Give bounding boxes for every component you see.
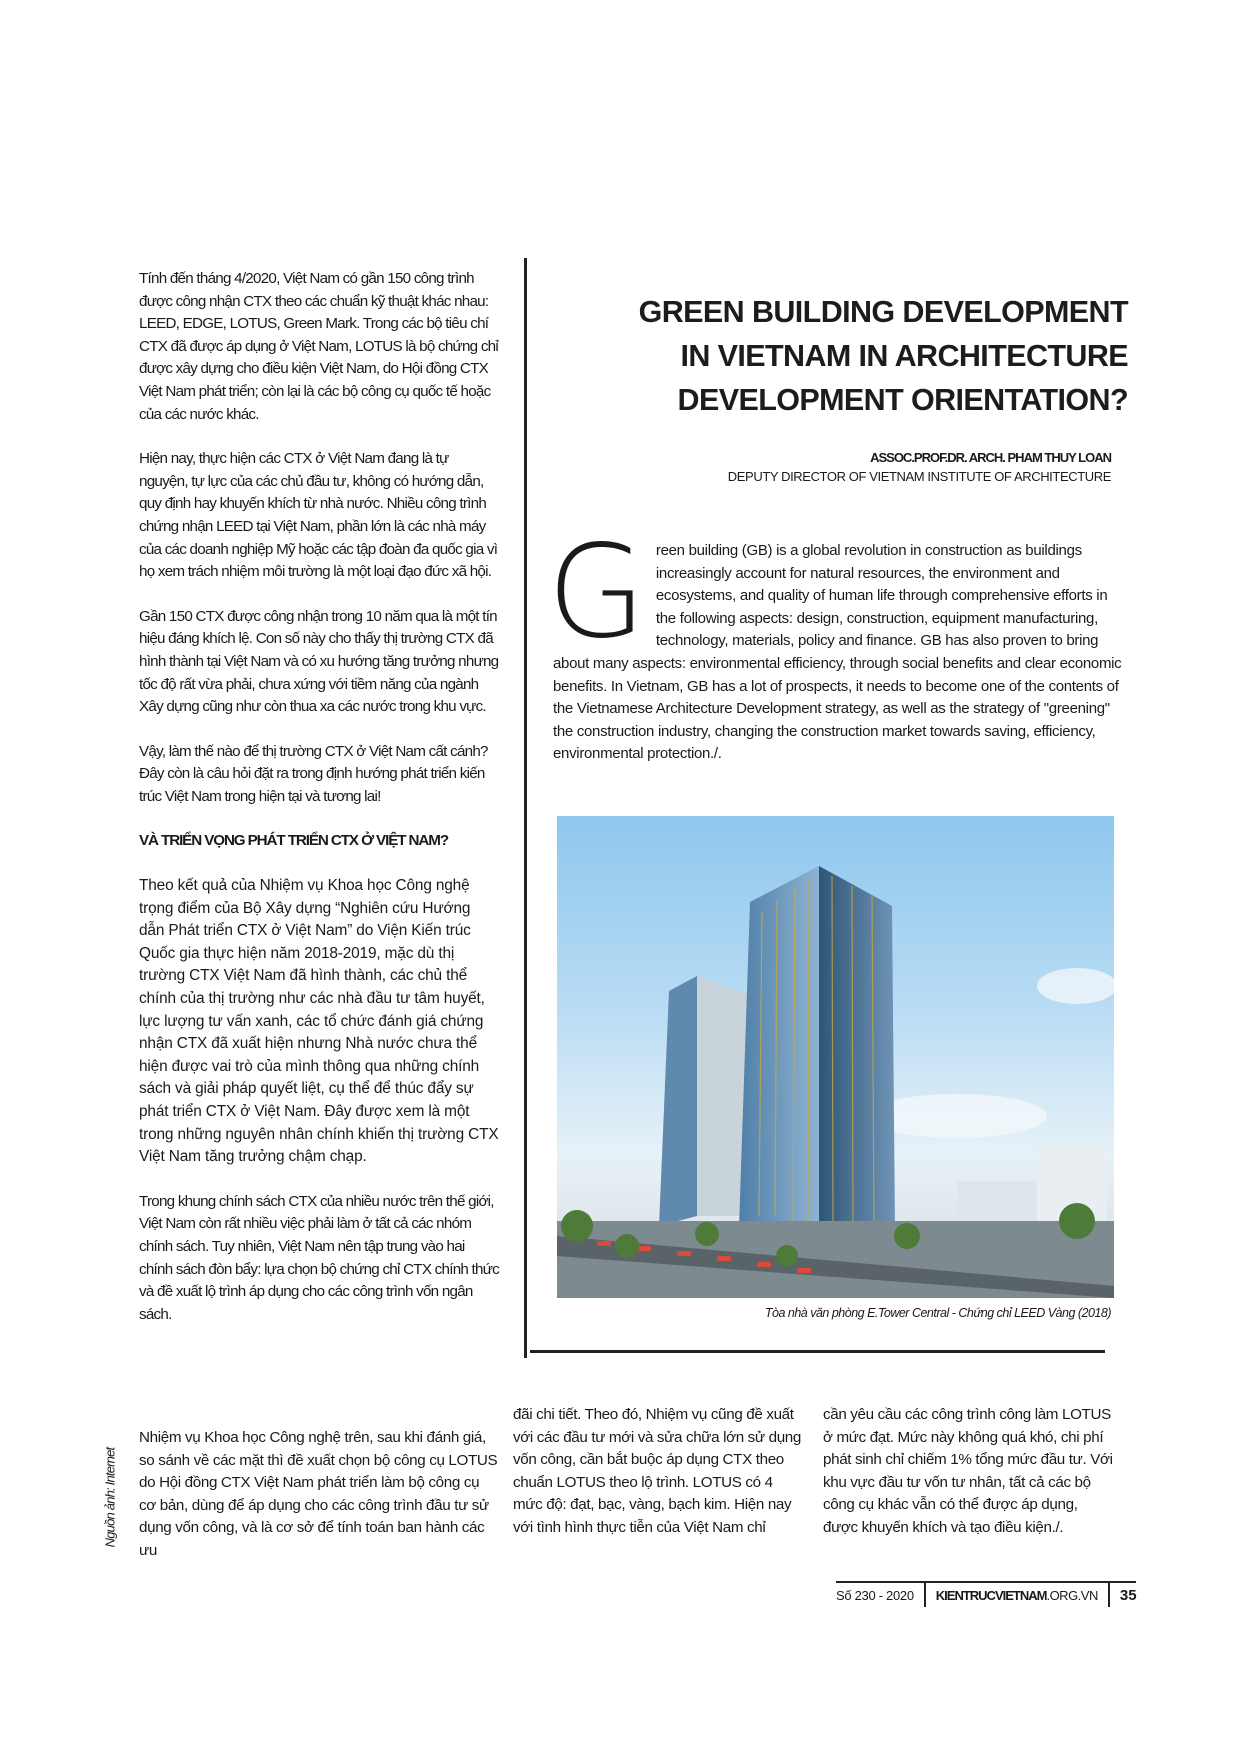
- page-footer: [836, 1583, 1137, 1607]
- website: [924, 1583, 1110, 1607]
- paragraph-question: Vậy, làm thế nào để thị trường CTX ở Việt Nam cất cánh? Đây còn là câu hỏi đặt ra trong định hướng phát triển kiến trúc Việt Nam trong hiện tại và tương lai!: [139, 742, 488, 805]
- article-title: [568, 290, 1128, 422]
- byline: [728, 448, 1111, 486]
- abstract-text: reen building (GB) is a global revolution in construction as buildings increasingly account for natural resources, the environment and ecosystems, and quality of human life through comprehensive efforts in the following aspects: design, construction, equipment manufacturing, technology, materials, policy and finance. GB has also proven to bring about many aspects: environmental efficiency, through social benefits and clear economic benefits. In Vietnam, GB has a lot of prospects, it needs to become one of the contents of the Vietnamese Architecture Development strategy, as well as the strategy of "greening" the construction industry, changing the construction market towards saving, efficiency, environmental protection./.: [553, 542, 1122, 763]
- left-column: [139, 268, 499, 1348]
- image-credit: Nguồn ảnh: Internet: [102, 1447, 118, 1548]
- bottom-column-2: đãi chi tiết. Theo đó, Nhiệm vụ cũng đề xuất với các đầu tư mới và sửa chữa lớn sử dụng vốn công, cần bắt buộc áp dụng CTX theo chuẩn LOTUS theo lộ trình. LOTUS có 4 mức độ: đạt, bạc, vàng, bạch kim. Hiện nay với tình hình thực tiễn của Việt Nam chỉ: [513, 1406, 801, 1536]
- paragraph-150-buildings: Gần 150 CTX được công nhận trong 10 năm qua là một tín hiệu đáng khích lệ. Con số này cho thấy thị trường CTX đã hình thành tại Việt Nam và có xu hướng tăng trưởng nhưng tốc độ rất vừa phải, chưa xứng với tiềm năng của ngành Xây dựng cũng như còn thua xa các nước trong khu vực.: [139, 607, 499, 716]
- author-name: ASSOC.PROF.DR. ARCH. PHAM THUY LOAN: [870, 450, 1111, 465]
- building-illustration-icon: [557, 816, 1114, 1298]
- section-heading: VÀ TRIỂN VỌNG PHÁT TRIỂN CTX Ở VIỆT NAM?: [139, 832, 448, 850]
- bottom-column-1: Nhiệm vụ Khoa học Công nghệ trên, sau khi đánh giá, so sánh về các mặt thì đề xuất chọn bộ công cụ LOTUS do Hội đồng CTX Việt Nam phát triển làm bộ công cụ cơ bản, dùng để áp dụng cho các công trình đầu tư sử dụng vốn công, và là cơ sở để tính toán ban hành các ưu: [139, 1429, 498, 1559]
- issue-number: Số 230 - 2020: [836, 1587, 914, 1603]
- website-name: KIENTRUCVIETNAM: [935, 1587, 1047, 1603]
- paragraph-intro: Tính đến tháng 4/2020, Việt Nam có gần 150 công trình được công nhận CTX theo các chuẩn kỹ thuật khác nhau: LEED, EDGE, LOTUS, Green Mark. Trong các bộ tiêu chí CTX đã được áp dụng ở Việt Nam, LOTUS là bộ chứng chỉ được xây dựng cho điều kiện Việt Nam, do Hội đồng CTX Việt Nam phát triển; còn lại là các bộ công cụ quốc tế hoặc của các nước khác.: [139, 270, 499, 423]
- paragraph-research-results: Theo kết quả của Nhiệm vụ Khoa học Công nghệ trọng điểm của Bộ Xây dựng “Nghiên cứu Hướng dẫn Phát triển CTX ở Việt Nam” do Viện Kiến trúc Quốc gia thực hiện năm 2018-2019, mặc dù thị trường CTX Việt Nam đã hình thành, các chủ thể chính của thị trường như các nhà đầu tư tâm huyết, lực lượng tư vấn xanh, các tổ chức đánh giá chứng nhận CTX đã xuất hiện nhưng Nhà nước chưa thể hiện được vai trò của mình thông qua những chính sách và giải pháp quyết liệt, cụ thể để thúc đẩy sự phát triển CTX ở Việt Nam. Đây được xem là một trong những nguyên nhân chính khiến thị trường CTX Việt Nam tăng trưởng chậm chạp.: [139, 877, 499, 1166]
- column-divider-vertical: [524, 258, 527, 1358]
- title-line-3: DEVELOPMENT ORIENTATION?: [677, 383, 1128, 417]
- paragraph-policy-framework: Trong khung chính sách CTX của nhiều nước trên thế giới, Việt Nam còn rất nhiều việc phải làm ở tất cả các nhóm chính sách. Tuy nhiên, Việt Nam nên tập trung vào hai chính sách đòn bẩy: lựa chọn bộ chứng chỉ CTX chính thức và đề xuất lộ trình áp dụng cho các công trình vốn ngân sách.: [139, 1192, 499, 1323]
- author-role: DEPUTY DIRECTOR OF VIETNAM INSTITUTE OF ARCHITECTURE: [727, 469, 1111, 484]
- section-divider-horizontal: [530, 1350, 1105, 1353]
- page-number: 35: [1119, 1586, 1137, 1604]
- title-line-1: GREEN BUILDING DEVELOPMENT: [638, 295, 1128, 329]
- bottom-column-3: cần yêu cầu các công trình công làm LOTUS ở mức đạt. Mức này không quá khó, chi phí phát sinh chỉ chiếm 1% tổng mức đầu tư. Với khu vực đầu tư vốn tư nhân, tất cả các bộ công cụ khác vẫn có thể được áp dụng, được khuyến khích và tạo điều kiện./.: [823, 1406, 1113, 1536]
- building-photo: [557, 816, 1114, 1298]
- paragraph-current-state: Hiện nay, thực hiện các CTX ở Việt Nam đang là tự nguyện, tự lực của các chủ đầu tư, không có hướng dẫn, quy định hay khuyến khích từ nhà nước. Nhiều công trình chứng nhận LEED tại Việt Nam, phần lớn là các nhà máy của các doanh nghiệp Mỹ hoặc các tập đoàn đa quốc gia vì họ xem trách nhiệm môi trường là một loại đạo đức xã hội.: [139, 450, 498, 581]
- title-line-2: IN VIETNAM IN ARCHITECTURE: [680, 339, 1128, 373]
- abstract: [547, 518, 1123, 766]
- photo-caption: Tòa nhà văn phòng E.Tower Central - Chứng chỉ LEED Vàng (2018): [764, 1306, 1111, 1320]
- drop-cap: G: [547, 518, 646, 667]
- website-domain: .ORG.VN: [1046, 1587, 1098, 1603]
